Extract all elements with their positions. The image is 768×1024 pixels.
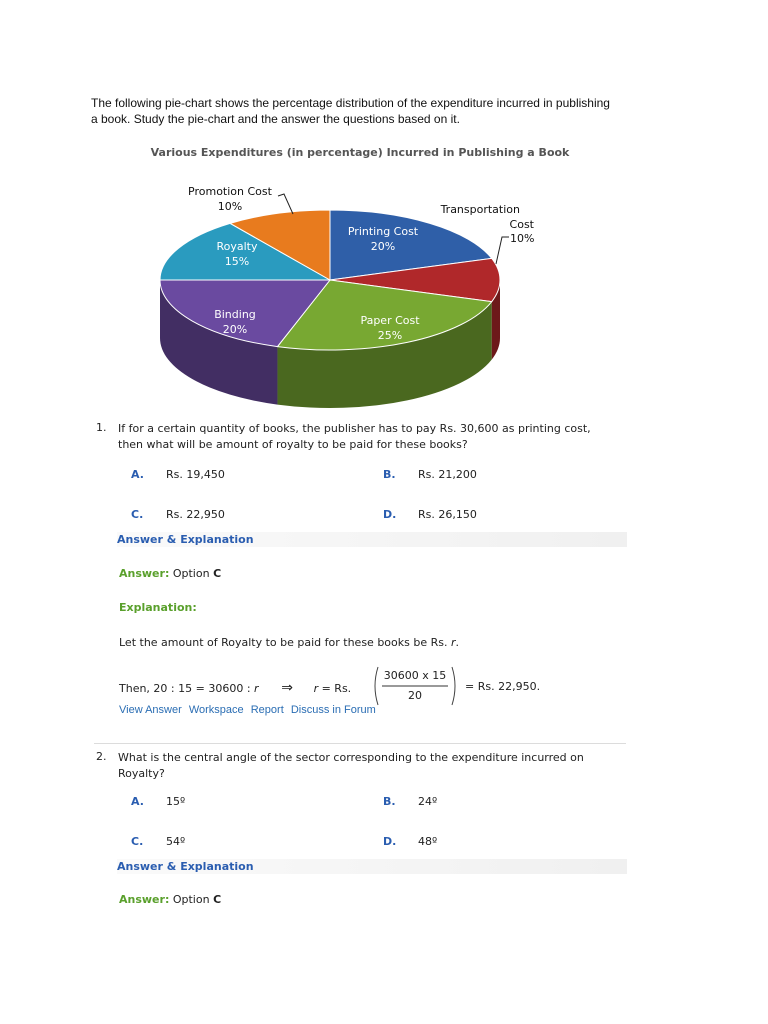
answer-label: Answer: xyxy=(119,567,170,580)
formula-r: r xyxy=(313,682,319,695)
fraction-denominator: 20 xyxy=(408,689,422,702)
answer-text: Option xyxy=(172,893,210,906)
report-link[interactable]: Report xyxy=(250,704,284,716)
slice-value-royalty: 15% xyxy=(224,255,250,268)
option-key: A. xyxy=(131,795,144,808)
pie-chart xyxy=(140,168,535,418)
option-value: Rs. 19,450 xyxy=(166,468,225,481)
chart-title: Various Expenditures (in percentage) Incurred in Publishing a Book xyxy=(150,146,570,159)
slice-value-paper-cost: 25% xyxy=(377,329,403,342)
slice-label-printing-cost: Printing Cost xyxy=(347,225,419,238)
formula-result: = Rs. 22,950. xyxy=(465,680,541,693)
slice-label-paper-cost: Paper Cost xyxy=(360,314,420,327)
answer-label: Answer: xyxy=(119,893,170,906)
question-number: 2. xyxy=(96,750,107,763)
formula-prefix: Then, 20 : 15 = 30600 : xyxy=(119,682,251,695)
answer-explanation-link[interactable]: Answer & Explanation xyxy=(117,532,627,547)
explanation-text: Let the amount of Royalty to be paid for these books be Rs. r. xyxy=(119,636,460,649)
slice-value-transportation-cost: 10% xyxy=(510,232,535,245)
answer-option: C xyxy=(213,893,222,906)
option-value: Rs. 21,200 xyxy=(418,468,477,481)
discuss-link[interactable]: Discuss in Forum xyxy=(290,704,376,716)
slice-value-printing-cost: 20% xyxy=(370,240,396,253)
fraction-numerator: 30600 x 15 xyxy=(383,669,447,682)
formula xyxy=(119,680,351,696)
explanation-label: Explanation: xyxy=(119,601,197,614)
slice-label-transportation-cost: Transportation xyxy=(440,203,520,216)
q1-links xyxy=(119,704,380,716)
question-text: If for a certain quantity of books, the publisher has to pay Rs. 30,600 as printing cost, then what will be amount of royalty to be paid for these books? xyxy=(118,422,591,451)
formula-variable: r xyxy=(254,682,259,695)
slice-value-binding: 20% xyxy=(222,323,248,336)
slice-label-royalty: Royalty xyxy=(216,240,258,253)
answer-line xyxy=(119,893,221,906)
option-key: D. xyxy=(383,508,397,521)
option-key: C. xyxy=(131,835,144,848)
divider xyxy=(94,743,626,744)
explanation-sentence: Let the amount of Royalty to be paid for these books be Rs. xyxy=(119,636,448,649)
slice-label-promotion-cost: Promotion Cost xyxy=(188,185,272,198)
option-key: B. xyxy=(383,468,396,481)
answer-option: C xyxy=(213,567,222,580)
answer-line xyxy=(119,567,221,580)
intro-text: The following pie-chart shows the percentage distribution of the expenditure incurred in publishing a book. Study the pie-chart and the answer the questions based on it. xyxy=(91,96,610,126)
leader-line-transportation xyxy=(496,237,509,264)
view-answer-link[interactable]: View Answer xyxy=(119,704,182,716)
option-key: B. xyxy=(383,795,396,808)
workspace-link[interactable]: Workspace xyxy=(188,704,244,716)
option-value: 24º xyxy=(418,795,438,808)
option-value: 48º xyxy=(418,835,438,848)
fraction xyxy=(370,665,450,705)
explanation-variable: r xyxy=(450,636,456,649)
option-value: Rs. 26,150 xyxy=(418,508,477,521)
slice-label-binding: Binding xyxy=(214,308,256,321)
slice-value-promotion-cost: 10% xyxy=(217,200,243,213)
question-text: What is the central angle of the sector corresponding to the expenditure incurred on Royalty? xyxy=(118,751,584,780)
option-key: C. xyxy=(131,508,144,521)
option-value: Rs. 22,950 xyxy=(166,508,225,521)
leader-line-promotion xyxy=(278,194,293,214)
option-value: 54º xyxy=(166,835,186,848)
question-number: 1. xyxy=(96,421,107,434)
slice-label-transportation-cost-2: Cost xyxy=(509,218,534,231)
implies-symbol: ⇒ xyxy=(281,680,293,696)
option-key: D. xyxy=(383,835,397,848)
answer-explanation-link[interactable]: Answer & Explanation xyxy=(117,859,627,874)
option-key: A. xyxy=(131,468,144,481)
answer-text: Option xyxy=(172,567,210,580)
formula-rs: = Rs. xyxy=(321,682,352,695)
option-value: 15º xyxy=(166,795,186,808)
